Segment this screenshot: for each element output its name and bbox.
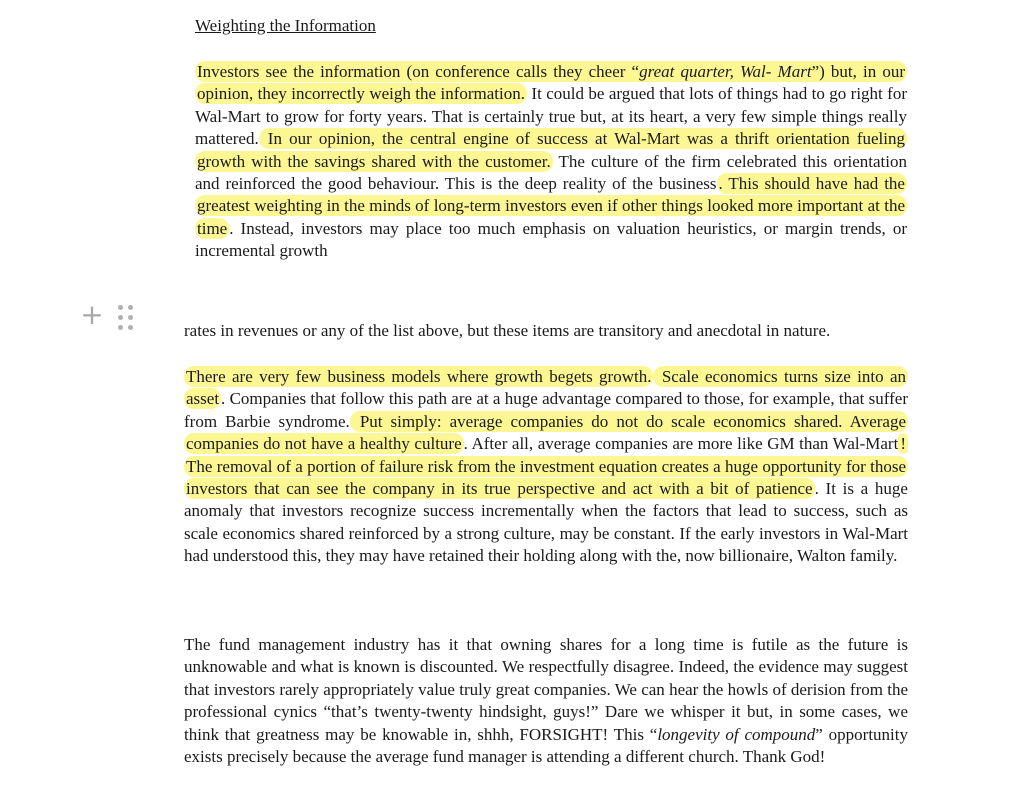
add-block-icon[interactable]: + <box>80 298 104 331</box>
highlight: In our opinion, the central engine of success at Wal-Mart was a thrift orientation fueling growth with the savings shared with the customer. <box>197 129 905 171</box>
highlight: . This should have had the greatest weighting in the minds of long-term investors even if other things looked more important at the time <box>197 174 905 238</box>
text-run: . Instead, investors may place too much emphasis on valuation heuristics, or margin trends, or incremental growth <box>195 218 907 261</box>
text-run: The culture of the firm celebrated this orientation and reinforced the good behaviour. This is the deep reality of the business <box>195 151 908 194</box>
paragraph-1-continued: rates in revenues or any of the list above, but these items are transitory and anecdotal in nature. <box>184 321 831 340</box>
text-run: The fund management industry has it that owning shares for a long time is futile as the future is unknowable and what is known is discounted. We respectfully disagree. Indeed, the evidence may suggest that investors rarely appropriately value truly great companies. We can hear the howls of derision from the professional cynics “that’s twenty-twenty hindsight, guys!” Dare we whisper it but, in some cases, we think that greatness may be knowable in, shhh, FORSIGHT! This “ <box>184 635 908 744</box>
paragraph-2 <box>184 366 908 568</box>
emphasis: longevity of compound <box>657 724 816 744</box>
section-heading: Weighting the Information <box>195 16 376 35</box>
text-run: . It is a huge anomaly that investors recognize success incrementally when the factors that lead to success, such as scale economics shared reinforced by a strong culture, may be constant. If the early investors in Wal-Mart had understood this, they may have retained their holding along with the, now billionaire, Walton family. <box>184 479 908 566</box>
highlight: Investors see the information (on conference calls they cheer “great quarter, Wal- Mart”) but, in our opinion, they incorrectly weigh the information. <box>197 62 905 104</box>
highlight: ! The removal of a portion of failure risk from the investment equation creates a huge opportunity for those investors that can see the company in its true perspective and act with a bit of patience <box>186 434 906 499</box>
text-run: It could be argued that lots of things had to go right for Wal-Mart to grow for forty years. That is certainly true but, at its heart, a very few simple things really mattered. <box>195 84 908 149</box>
highlight: Put simply: average companies do not do scale economics shared. Average companies do not have a healthy culture <box>186 411 906 454</box>
highlight: Scale economics turns size into an asset <box>186 367 906 409</box>
text-run: ” opportunity exists precisely because the average fund manager is attending a different church. Thank God! <box>184 724 908 767</box>
text-run: . After all, average companies are more like GM than Wal-Mart <box>463 434 899 454</box>
text-run: . Companies that follow this path are at a huge advantage compared to those, for example, that suffer from Barbie syndrome. <box>184 389 908 431</box>
highlight: There are very few business models where growth begets growth. <box>186 367 652 386</box>
paragraph-1 <box>195 61 907 263</box>
paragraph-3 <box>184 634 908 768</box>
drag-handle-icon[interactable] <box>117 304 135 330</box>
